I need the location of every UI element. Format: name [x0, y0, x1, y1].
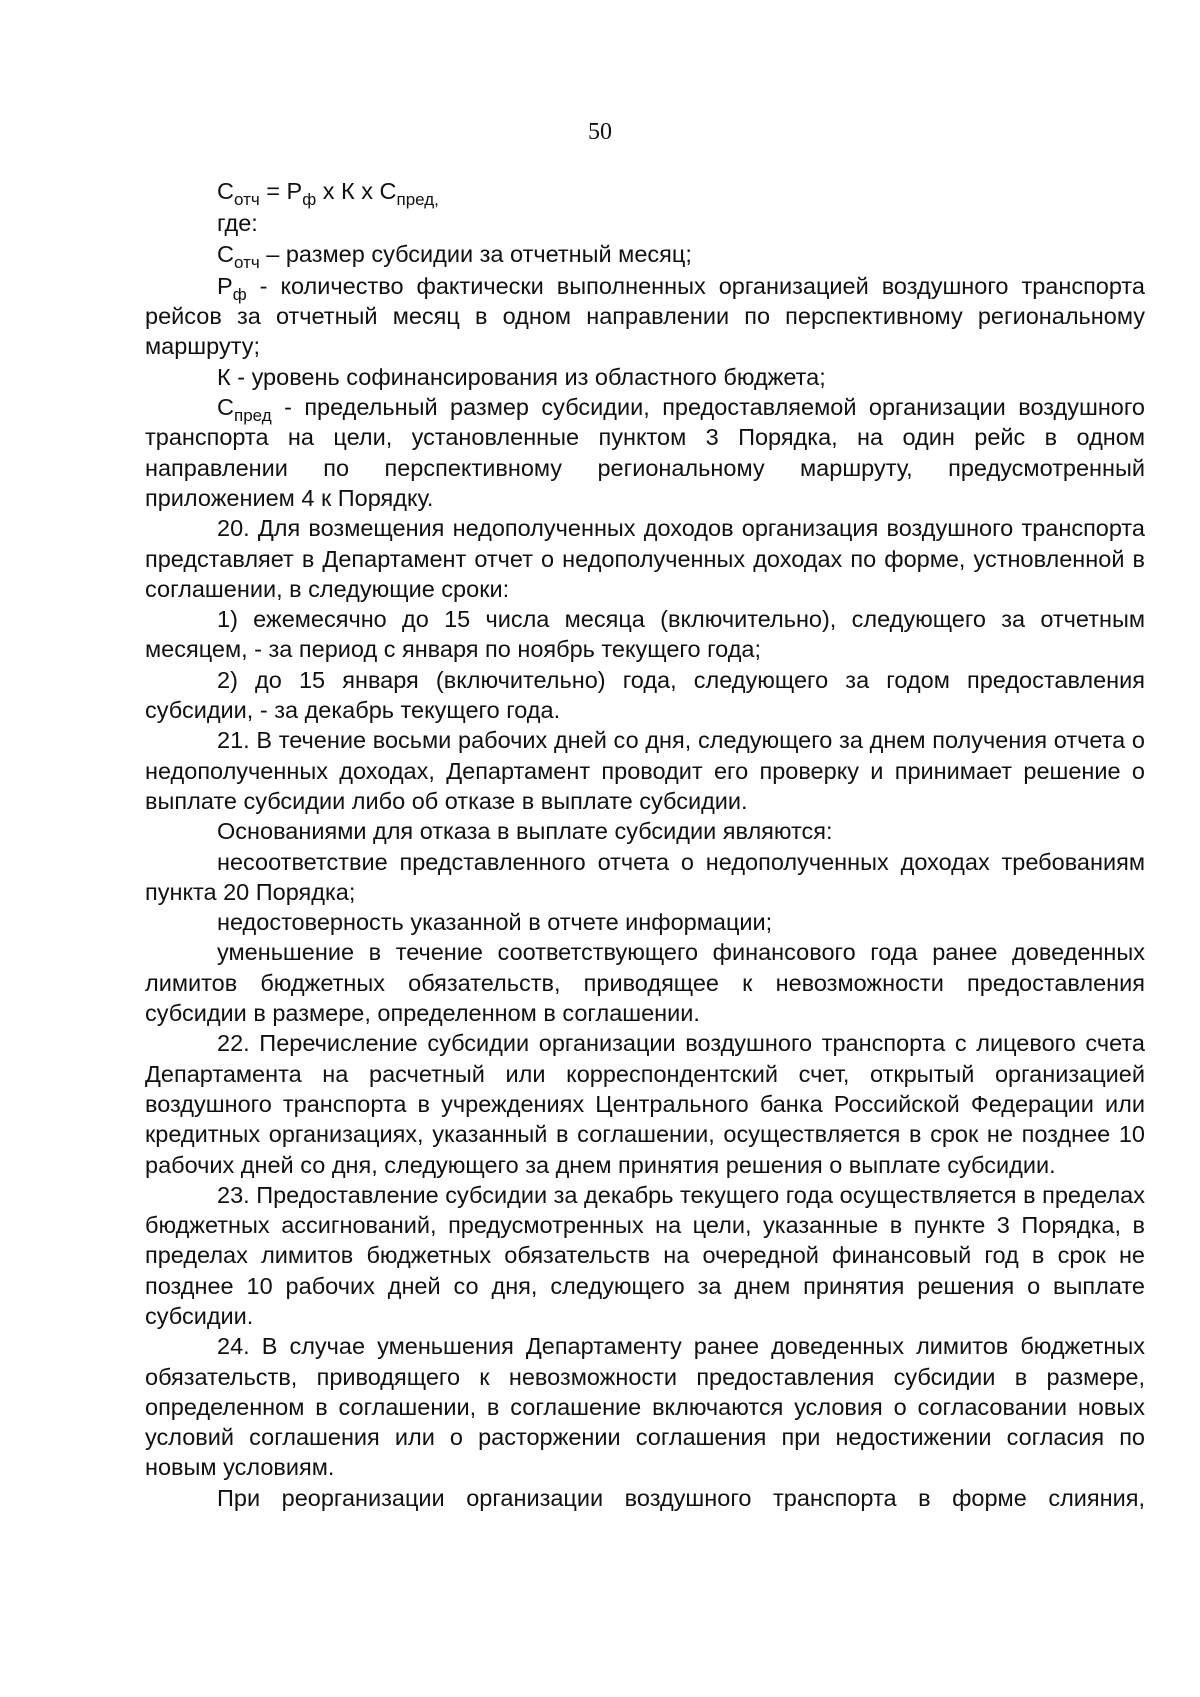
definition-c-otch: $С_{отч}$ – размер субсидии за отчетный месяц; [217, 240, 692, 272]
paragraph-22: 22. Перечисление субсидии организации воздушного транспорта с лицевого счета Департамента на расчетный или корреспондентский счет, открытый организацией воздушного транспорта в учреждениях Центрального банка Российской Федерации или кредитных организациях, указанный в соглашении, осуществляется в срок не позднее 10 рабочих дней со дня, следующего за днем принятия решения о выплате субсидии. [145, 1030, 1145, 1178]
where-label: где: [217, 210, 258, 237]
definition-c-pred: $С_{пред}$ - предельный размер субсидии, предоставляемой организации воздушного транспорта на цели, установленные пунктом 3 Порядка, на один рейс в одном направлении по перспективному региональному маршруту, предусмотренный приложением 4 к Порядку. [145, 394, 1145, 511]
document-body [145, 176, 1145, 1513]
formula: $С_{отч} = Р_ф$ х К х $С_{пред,}$ [217, 178, 439, 209]
paragraph-21: 21. В течение восьми рабочих дней со дня, следующего за днем получения отчета о недополученных доходах, Департамент проводит его проверку и принимает решение о выплате субсидии либо об отказе в выплате субсидии. [145, 727, 1145, 814]
paragraph-24-reorganization: При реорганизации организации воздушного транспорта в форме слияния, [217, 1484, 1145, 1511]
paragraph-20: 20. Для возмещения недополученных доходов организация воздушного транспорта представляет в Департамент отчет о недополученных доходах по форме, устновленной в соглашении, в следующие сроки: [145, 515, 1145, 602]
definition-p-f: $Р_ф$ - количество фактически выполненных организацией воздушного транспорта рейсов за отчетный месяц в одном направлении по перспективному региональному маршруту; [145, 272, 1145, 360]
paragraph-24: 24. В случае уменьшения Департаменту ранее доведенных лимитов бюджетных обязательств, приводящего к невозможности предоставления субсидии в размере, определенном в соглашении, в соглашение включаются условия о согласовании новых условий соглашения или о расторжении соглашения при недостижении согласия по новым условиям. [145, 1333, 1145, 1481]
paragraph-21-ground-a: несоответствие представленного отчета о недополученных доходах требованиям пункта 20 Порядка; [145, 848, 1145, 905]
paragraph-21-ground-c: уменьшение в течение соответствующего финансового года ранее доведенных лимитов бюджетных обязательств, приводящее к невозможности предоставления субсидии в размере, определенном в соглашении. [145, 939, 1145, 1027]
paragraph-20-item-1: 1) ежемесячно до 15 числа месяца (включительно), следующего за отчетным месяцем, - за период с января по ноябрь текущего года; [145, 606, 1145, 663]
paragraph-20-item-2: 2) до 15 января (включительно) года, следующего за годом предоставления субсидии, - за декабрь текущего года. [145, 666, 1145, 724]
definition-k: К - уровень софинансирования из областного бюджета; [217, 363, 826, 390]
paragraph-21-ground-b: недостоверность указанной в отчете информации; [217, 909, 773, 936]
page-number: 50 [588, 119, 612, 145]
paragraph-21-grounds: Основаниями для отказа в выплате субсидии являются: [217, 818, 833, 845]
paragraph-23: 23. Предоставление субсидии за декабрь текущего года осуществляется в пределах бюджетных ассигнований, предусмотренных на цели, указанные в пункте 3 Порядка, в пределах лимитов бюджетных обязательств на очередной финансовый год в срок не позднее 10 рабочих дней со дня, следующего за днем принятия решения о выплате субсидии. [145, 1181, 1145, 1329]
